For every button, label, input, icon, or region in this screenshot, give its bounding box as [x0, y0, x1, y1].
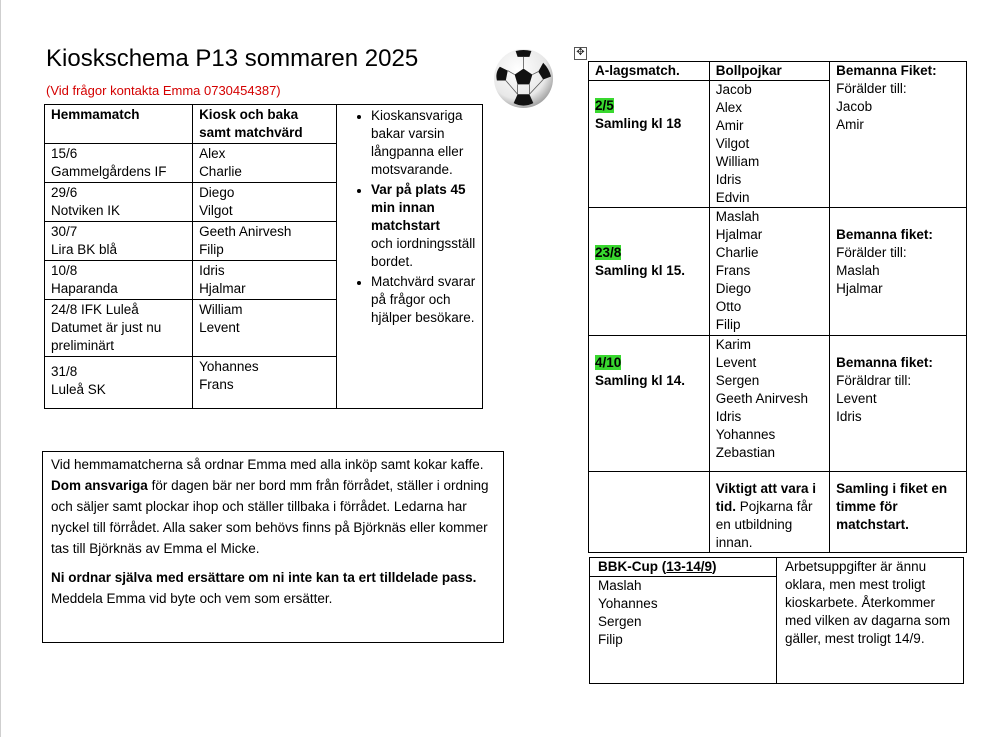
match-date: 29/6 — [51, 185, 78, 200]
ball-boys: Maslah Hjalmar Charlie Frans Diego Otto Filip — [709, 208, 829, 336]
cup-title: BBK-Cup (13-14/9) — [590, 558, 776, 577]
cup-table — [589, 557, 964, 684]
empty-cell — [589, 472, 710, 553]
cafe-cell: Bemanna fiket: Föräldrar till: Levent Idris — [830, 336, 967, 472]
cup-note: Arbetsuppgifter är ännu oklara, men mest troligt kioskarbete. Återkommer med vilken av dagarna som gäller, mest troligt 14/9. — [777, 558, 964, 684]
page-title: Kioskschema P13 sommaren 2025 — [46, 45, 419, 72]
info-replacement: Ni ordnar själva med ersättare om ni inte kan ta ert tilldelade pass. Meddela Emma vid byte och vem som ersätter. — [51, 570, 477, 606]
match-team: Datumet är just nu preliminärt — [51, 320, 162, 353]
worker: Diego — [199, 185, 235, 200]
worker: Alex — [199, 146, 226, 161]
gather-time: Samling kl 15. — [595, 263, 686, 278]
a-team-matches-table — [588, 61, 967, 553]
worker: Yohannes — [199, 359, 259, 374]
ball-boys-note: Viktigt att vara i tid. Pojkarna får en utbildning innan. — [709, 472, 829, 553]
table-row — [589, 208, 967, 336]
worker: Charlie — [199, 164, 242, 179]
match-date-cell — [589, 208, 710, 336]
header-kiosk: Kiosk och baka samt matchvärd — [193, 105, 337, 144]
page-edge — [0, 0, 1, 737]
table-row — [589, 472, 967, 553]
note-bake: • Kioskansvariga bakar varsin långpanna eller motsvarande. — [371, 105, 482, 179]
match-team: Notviken IK — [51, 203, 121, 218]
match-team: Haparanda — [51, 281, 118, 296]
cup-cell — [590, 558, 777, 684]
match-date: 23/8 — [595, 245, 622, 260]
match-date: 24/8 IFK Luleå — [51, 302, 139, 317]
worker: Idris — [199, 263, 225, 278]
note-host: • Matchvärd svarar på frågor och hjälper besökare. — [371, 271, 482, 327]
gather-time: Samling kl 14. — [595, 373, 686, 388]
cafe-note: Samling i fiket en timme för matchstart. — [830, 472, 967, 553]
kiosk-notes — [336, 105, 482, 409]
match-date: 30/7 — [51, 224, 78, 239]
worker: Levent — [199, 320, 240, 335]
worker: Hjalmar — [199, 281, 246, 296]
match-team: Luleå SK — [51, 382, 106, 397]
header-bollpojkar: Bollpojkar — [709, 62, 829, 81]
ball-boys: Jacob Alex Amir Vilgot William Idris Edvin — [709, 81, 829, 208]
gather-time: Samling kl 18 — [595, 116, 682, 131]
worker: Frans — [199, 377, 234, 392]
match-team: Gammelgårdens IF — [51, 164, 167, 179]
soccer-ball-icon — [492, 47, 555, 110]
note-arrive: • Var på plats 45 min innan matchstart och iordningsställ bordet. — [371, 179, 482, 271]
info-paragraph: Vid hemmamatcherna så ordnar Emma med alla inköp samt kokar kaffe. Dom ansvariga för dagen bär ner bord mm från förrådet, ställer i ordning och säljer samt plockar ihop och ställer tillbaka i förrådet. Ledarna har nyckel till förrådet. Alla saker som behövs finns på Björknäs eller kommer tas till Björknäs av Emma el Micke. — [51, 457, 489, 556]
worker: Filip — [199, 242, 224, 257]
match-date-cell — [589, 336, 710, 472]
contact-subtitle: (Vid frågor kontakta Emma 0730454387) — [46, 83, 281, 98]
kiosk-schedule-table — [44, 104, 483, 409]
table-move-handle-icon[interactable]: ✥ — [574, 47, 587, 60]
match-team: Lira BK blå — [51, 242, 118, 257]
match-date: 10/8 — [51, 263, 78, 278]
cafe-cell: Bemanna fiket: Förälder till: Maslah Hjalmar — [830, 208, 967, 336]
match-date: 2/5 — [595, 98, 614, 113]
ball-boys: Karim Levent Sergen Geeth Anirvesh Idris Yohannes Zebastian — [709, 336, 829, 472]
header-hemmamatch: Hemmamatch — [45, 105, 193, 144]
cafe-cell: Bemanna Fiket: Förälder till: Jacob Amir — [830, 62, 967, 208]
match-date: 31/8 — [51, 364, 78, 379]
cup-boys: Maslah Yohannes Sergen Filip — [598, 578, 658, 647]
table-row — [589, 336, 967, 472]
match-date: 15/6 — [51, 146, 78, 161]
header-a-lagsmatch: A-lagsmatch. — [589, 62, 710, 81]
worker: Vilgot — [199, 203, 233, 218]
worker: William — [199, 302, 243, 317]
worker: Geeth Anirvesh — [199, 224, 292, 239]
match-date: 4/10 — [595, 355, 622, 370]
match-date-cell — [589, 81, 710, 208]
info-box — [42, 451, 504, 643]
